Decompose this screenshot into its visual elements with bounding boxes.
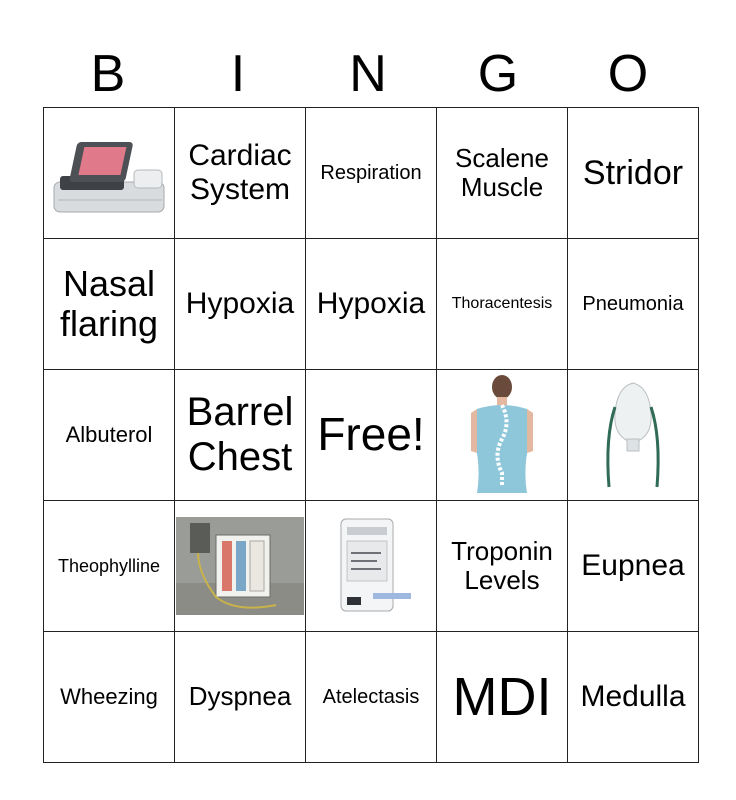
cell-atelectasis[interactable]: Atelectasis xyxy=(306,632,437,763)
peak-flow-device-icon xyxy=(306,513,436,619)
cell-scoliosis-back[interactable] xyxy=(437,370,568,501)
cell-cardiac-system[interactable]: Cardiac System xyxy=(175,108,306,239)
oxygen-mask-icon xyxy=(568,377,698,493)
cell-hypoxia[interactable]: Hypoxia xyxy=(306,239,437,370)
cell-dyspnea[interactable]: Dyspnea xyxy=(175,632,306,763)
bingo-header xyxy=(43,44,693,104)
cell-medulla[interactable]: Medulla xyxy=(568,632,699,763)
cell-albuterol[interactable]: Albuterol xyxy=(44,370,175,501)
cell-chest-drainage-unit[interactable] xyxy=(175,501,306,632)
chest-drainage-unit-icon xyxy=(175,517,305,615)
header-letter-o: O xyxy=(607,45,649,103)
cell-peak-flow-device[interactable] xyxy=(306,501,437,632)
header-letter-i: I xyxy=(230,45,246,103)
cell-eupnea[interactable]: Eupnea xyxy=(568,501,699,632)
cell-respiration[interactable]: Respiration xyxy=(306,108,437,239)
cell-troponin-levels[interactable]: Troponin Levels xyxy=(437,501,568,632)
header-letter-b: B xyxy=(90,45,126,103)
cell-hypoxia[interactable]: Hypoxia xyxy=(175,239,306,370)
scoliosis-back-icon xyxy=(437,373,567,497)
header-letter-n: N xyxy=(349,45,387,103)
cell-theophylline[interactable]: Theophylline xyxy=(44,501,175,632)
cell-pneumonia[interactable]: Pneumonia xyxy=(568,239,699,370)
ecg-machine-icon xyxy=(44,130,174,216)
cell-oxygen-mask[interactable] xyxy=(568,370,699,501)
cell-stridor[interactable]: Stridor xyxy=(568,108,699,239)
cell-wheezing[interactable]: Wheezing xyxy=(44,632,175,763)
bingo-card xyxy=(43,107,699,763)
cell-thoracentesis[interactable]: Thoracentesis xyxy=(437,239,568,370)
cell-nasal-flaring[interactable]: Nasal flaring xyxy=(44,239,175,370)
cell-mdi[interactable]: MDI xyxy=(437,632,568,763)
cell-scalene-muscle[interactable]: Scalene Muscle xyxy=(437,108,568,239)
cell-free-space[interactable]: Free! xyxy=(306,370,437,501)
header-letter-g: G xyxy=(477,45,519,103)
cell-barrel-chest[interactable]: Barrel Chest xyxy=(175,370,306,501)
cell-ecg-machine[interactable] xyxy=(44,108,175,239)
